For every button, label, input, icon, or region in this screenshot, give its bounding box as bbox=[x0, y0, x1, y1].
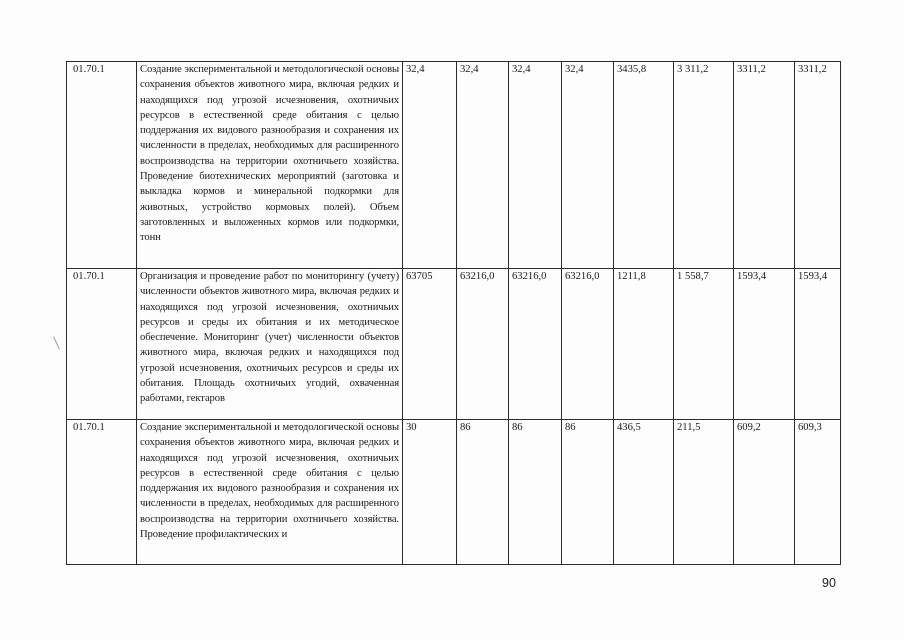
value-cell: 1593,4 bbox=[795, 269, 841, 420]
value-cell: 3 311,2 bbox=[674, 62, 734, 269]
value-cell: 1 558,7 bbox=[674, 269, 734, 420]
value-cell: 86 bbox=[509, 420, 562, 565]
value-cell: 63216,0 bbox=[562, 269, 614, 420]
table-row bbox=[67, 62, 841, 269]
value-cell: 86 bbox=[562, 420, 614, 565]
page-number: 90 bbox=[822, 576, 836, 590]
value-cell: 3311,2 bbox=[734, 62, 795, 269]
row-code: 01.70.1 bbox=[67, 420, 137, 565]
row-description: Создание экспериментальной и методологической основы сохранения объектов животного мира, включая редких и находящихся под угрозой исчезновения, охотничьих ресурсов в естественной среде обитания с целью поддержания их видового разнообразия и сохранения их численности в пределах, необходимых для расширенного воспроизводства на территории охотничьего хозяйства. Проведение профилактических и bbox=[137, 420, 403, 565]
value-cell: 32,4 bbox=[403, 62, 457, 269]
value-cell: 32,4 bbox=[457, 62, 509, 269]
value-cell: 1211,8 bbox=[614, 269, 674, 420]
scan-artifact bbox=[53, 336, 60, 349]
row-description: Организация и проведение работ по мониторингу (учету) численности объектов животного мира, включая редких и находящихся под угрозой исчезновения, охотничьих ресурсов и среды их обитания и их методическое обеспечение. Мониторинг (учет) численности объектов животного мира, включая редких и находящихся под угрозой исчезновения, охотничьих ресурсов и среды их обитания. Площадь охотничьих угодий, охваченная работами, гектаров bbox=[137, 269, 403, 420]
table-row bbox=[67, 420, 841, 565]
value-cell: 32,4 bbox=[562, 62, 614, 269]
row-code: 01.70.1 bbox=[67, 62, 137, 269]
value-cell: 609,3 bbox=[795, 420, 841, 565]
row-description: Создание экспериментальной и методологической основы сохранения объектов животного мира, включая редких и находящихся под угрозой исчезновения, охотничьих ресурсов в естественной среде обитания с целью поддержания их видового разнообразия и сохранения их численности в пределах, необходимых для расширенного воспроизводства на территории охотничьего хозяйства. Проведение биотехнических мероприятий (заготовка и выкладка кормов и минеральной подкормки для животных, устройство кормовых полей). Объем заготовленных и выложенных кормов или подкормки, тонн bbox=[137, 62, 403, 269]
value-cell: 30 bbox=[403, 420, 457, 565]
measures-table bbox=[66, 61, 841, 565]
value-cell: 3311,2 bbox=[795, 62, 841, 269]
value-cell: 86 bbox=[457, 420, 509, 565]
value-cell: 63216,0 bbox=[457, 269, 509, 420]
value-cell: 1593,4 bbox=[734, 269, 795, 420]
row-code: 01.70.1 bbox=[67, 269, 137, 420]
value-cell: 63216,0 bbox=[509, 269, 562, 420]
value-cell: 609,2 bbox=[734, 420, 795, 565]
table-row bbox=[67, 269, 841, 420]
value-cell: 436,5 bbox=[614, 420, 674, 565]
value-cell: 3435,8 bbox=[614, 62, 674, 269]
value-cell: 63705 bbox=[403, 269, 457, 420]
value-cell: 32,4 bbox=[509, 62, 562, 269]
value-cell: 211,5 bbox=[674, 420, 734, 565]
